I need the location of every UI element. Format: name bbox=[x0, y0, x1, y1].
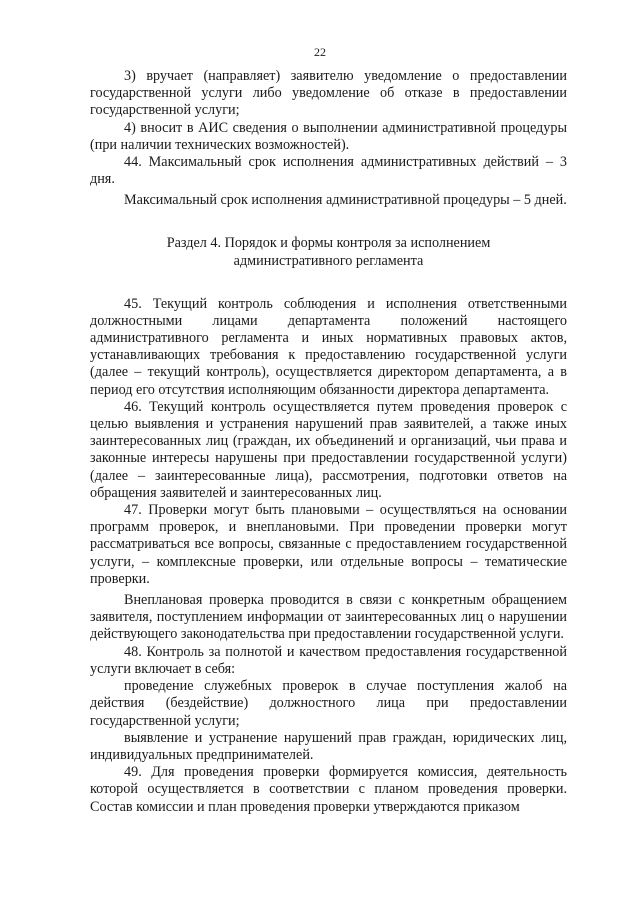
section-heading-line-2: административного регламента bbox=[233, 252, 424, 269]
paragraph-unscheduled-inspection: Внеплановая проверка проводится в связи с конкретным обращением заявителя, поступлением информации от заинтересованных лиц о нарушении действующего законодательства при предоставлении государственной услуги. bbox=[90, 592, 567, 643]
paragraph-45: 45. Текущий контроль соблюдения и исполнения ответственными должностными лицами департамента положений настоящего административного регламента и иных нормативных правовых актов, устанавливающих требования к предоставлению государственной услуги (далее – текущий контроль), осуществляется директором департамента, а в период его отсутствия исполняющим обязанности директора департамента. bbox=[90, 295, 567, 398]
paragraph-official-inspections: проведение служебных проверок в случае поступления жалоб на действия (бездействие) должностного лица при предоставлении государственной услуги; bbox=[90, 678, 567, 729]
paragraph-item-3: 3) вручает (направляет) заявителю уведомление о предоставлении государственной услуги либо уведомление об отказе в предоставлении государственной услуги; bbox=[90, 68, 567, 119]
paragraph-44: 44. Максимальный срок исполнения административных действий – 3 дня. bbox=[90, 154, 567, 188]
paragraph-48: 48. Контроль за полнотой и качеством предоставления государственной услуги включает в себя: bbox=[90, 643, 567, 677]
paragraph-49: 49. Для проведения проверки формируется комиссия, деятельность которой осуществляется в соответствии с планом проведения проверки. Состав комиссии и план проведения проверки утверждаются приказом bbox=[90, 764, 567, 815]
page-number: 22 bbox=[314, 45, 326, 59]
paragraph-46: 46. Текущий контроль осуществляется путем проведения проверок с целью выявления и устранения нарушений прав заявителей, а также иных заинтересованных лиц (граждан, их объединений и организаций, чьи права и законные интересы нарушены при предоставлении государственной услуги) (далее – заинтересованные лица), рассмотрения, подготовки ответов на обращения заявителей и заинтересованных лиц. bbox=[90, 398, 567, 501]
section-heading-line-1: Раздел 4. Порядок и формы контроля за исполнением bbox=[166, 234, 491, 251]
paragraph-max-procedure-term: Максимальный срок исполнения административной процедуры – 5 дней. bbox=[124, 192, 567, 209]
paragraph-47: 47. Проверки могут быть плановыми – осуществляться на основании программ проверок, и внеплановыми. При проведении проверки могут рассматриваться все вопросы, связанные с предоставлением государственной услуги, – комплексные проверки, или отдельные вопросы – тематические проверки. bbox=[90, 502, 567, 587]
paragraph-violations-elimination: выявление и устранение нарушений прав граждан, юридических лиц, индивидуальных предпринимателей. bbox=[90, 729, 567, 763]
section-heading bbox=[90, 234, 567, 270]
document-body bbox=[90, 68, 567, 816]
paragraph-item-4: 4) вносит в АИС сведения о выполнении административной процедуры (при наличии технических возможностей). bbox=[90, 119, 567, 153]
